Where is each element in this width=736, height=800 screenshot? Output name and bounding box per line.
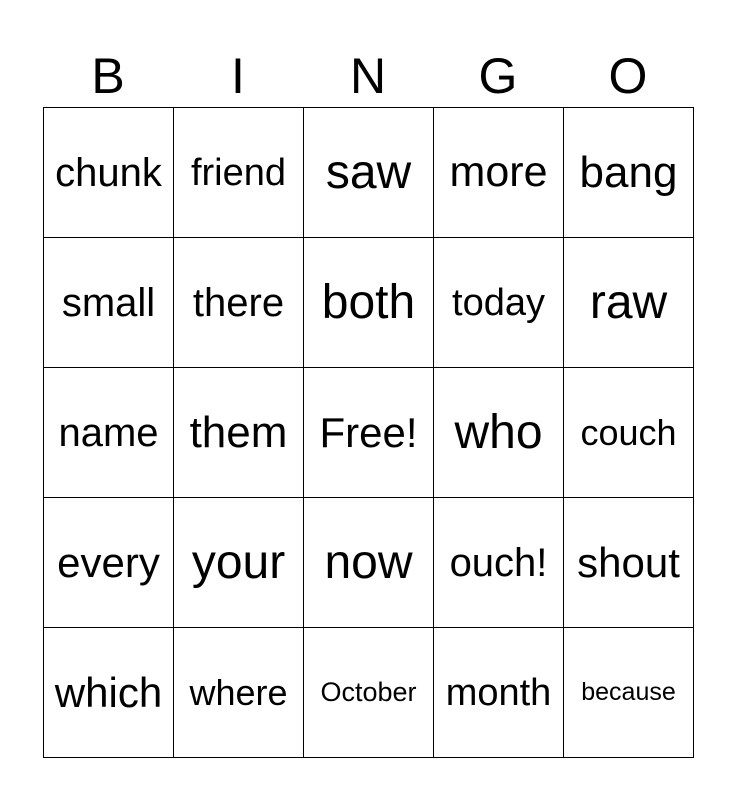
free-space-cell[interactable] <box>304 368 434 498</box>
cell-word: small <box>61 280 156 325</box>
bingo-cell[interactable] <box>44 108 174 238</box>
cell-word: more <box>449 148 548 196</box>
cell-word: name <box>58 410 159 455</box>
bingo-cell[interactable] <box>44 498 174 628</box>
cell-word: where <box>189 671 288 713</box>
cell-word: your <box>191 535 286 589</box>
bingo-cell[interactable] <box>44 368 174 498</box>
bingo-header <box>43 44 693 108</box>
bingo-cell[interactable] <box>174 238 304 368</box>
bingo-cell[interactable] <box>44 238 174 368</box>
bingo-cell[interactable] <box>564 108 694 238</box>
bingo-cell[interactable] <box>174 628 304 758</box>
bingo-cell[interactable] <box>564 628 694 758</box>
bingo-cell[interactable] <box>564 498 694 628</box>
bingo-cell[interactable] <box>174 498 304 628</box>
cell-word: month <box>445 671 552 714</box>
bingo-cell[interactable] <box>44 628 174 758</box>
cell-word: ouch! <box>449 540 548 585</box>
header-letter-g: G <box>478 48 518 104</box>
cell-word: now <box>324 535 413 589</box>
cell-word: there <box>192 280 285 325</box>
cell-word: them <box>189 407 288 457</box>
cell-word: shout <box>577 538 680 586</box>
bingo-board <box>43 107 694 758</box>
bingo-cell[interactable] <box>304 238 434 368</box>
cell-word: every <box>57 538 160 586</box>
cell-word: because <box>581 678 676 706</box>
bingo-cell[interactable] <box>434 628 564 758</box>
bingo-cell[interactable] <box>304 628 434 758</box>
bingo-cell[interactable] <box>174 368 304 498</box>
bingo-cell[interactable] <box>564 368 694 498</box>
cell-word: which <box>54 668 163 716</box>
cell-word: saw <box>325 145 412 199</box>
header-letter-n: N <box>349 48 387 104</box>
header-letter-o: O <box>608 48 648 104</box>
bingo-cell[interactable] <box>434 498 564 628</box>
cell-word: friend <box>190 151 287 194</box>
header-letter-b: B <box>91 48 125 104</box>
cell-word: raw <box>589 275 668 329</box>
cell-word: October <box>320 677 417 707</box>
bingo-cell[interactable] <box>564 238 694 368</box>
bingo-cell[interactable] <box>434 108 564 238</box>
cell-word: chunk <box>55 150 162 195</box>
bingo-cell[interactable] <box>304 498 434 628</box>
bingo-cell[interactable] <box>434 238 564 368</box>
bingo-cell[interactable] <box>434 368 564 498</box>
bingo-cell[interactable] <box>174 108 304 238</box>
cell-word: bang <box>579 147 678 197</box>
cell-word: today <box>452 281 545 324</box>
free-space-label: Free! <box>319 408 418 456</box>
cell-word: who <box>454 405 543 459</box>
cell-word: couch <box>580 411 677 453</box>
bingo-cell[interactable] <box>304 108 434 238</box>
cell-word: both <box>321 275 416 329</box>
header-letter-i: I <box>231 48 245 104</box>
